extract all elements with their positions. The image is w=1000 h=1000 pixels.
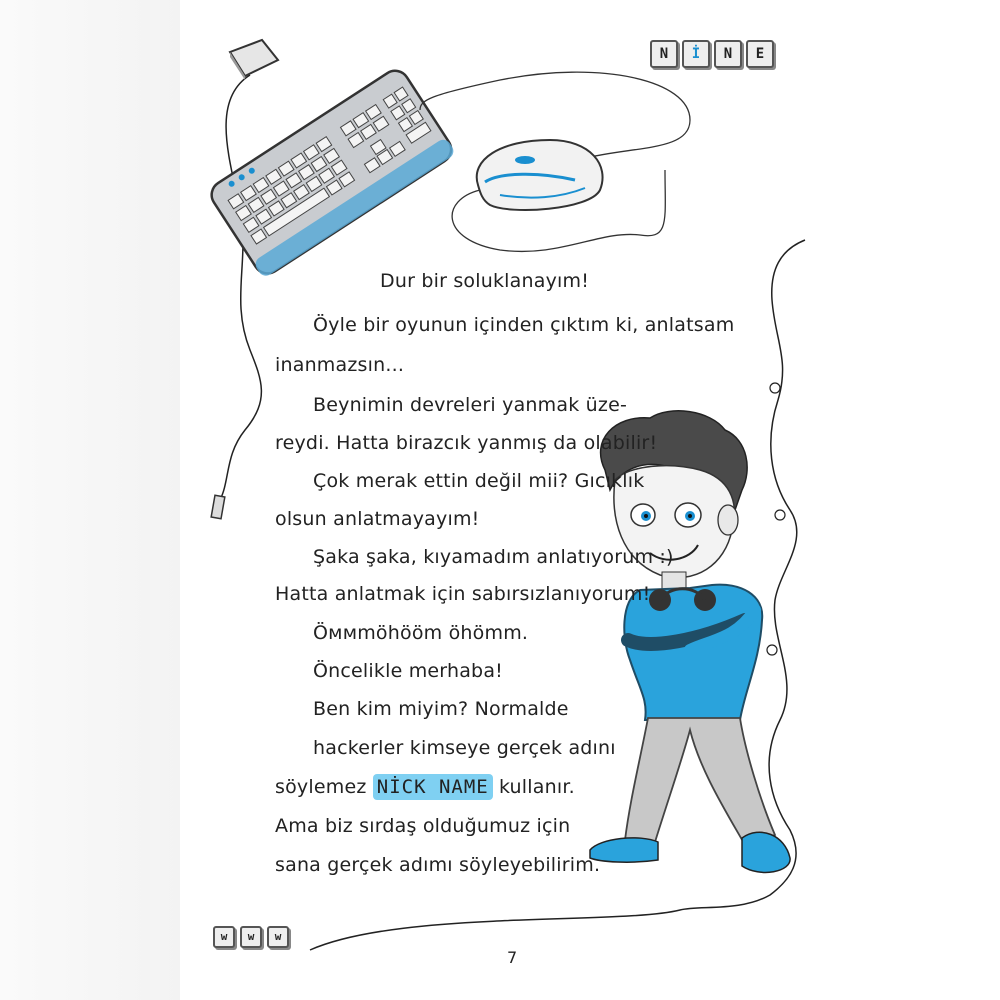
nick-name-highlight: NİCK NAME	[373, 774, 493, 800]
text-line: sana gerçek adımı söyleyebilirim.	[275, 854, 601, 876]
text-line: Hatta anlatmak için sabırsızlanıyorum!	[275, 583, 651, 605]
text-line: inanmazsın...	[275, 354, 405, 376]
text-line: Öммmöhööm öhömm.	[313, 622, 529, 644]
key-cable	[220, 75, 261, 500]
mouse-icon	[477, 140, 603, 210]
single-key-icon	[230, 40, 278, 80]
footer-keycap: w	[267, 926, 289, 948]
footer-keycap: w	[213, 926, 235, 948]
header-keycap: İ	[682, 40, 710, 68]
header-keycap: N	[650, 40, 678, 68]
text-line: hackerler kimseye gerçek adını	[313, 737, 616, 759]
header-keycap: N	[714, 40, 742, 68]
text-line: Öncelikle merhaba!	[313, 660, 503, 682]
text-line: reydi. Hatta birazcık yanmış da olabilir!	[275, 432, 658, 454]
cable-plug-icon	[211, 495, 225, 518]
header-keycap: E	[746, 40, 774, 68]
text-fragment: söylemez	[275, 776, 373, 798]
text-line: Çok merak ettin değil mii? Gıcıklık	[313, 470, 645, 492]
text-fragment: kullanır.	[492, 776, 575, 798]
text-line: Şaka şaka, kıyamadım anlatıyorum :)	[313, 546, 674, 568]
page-number: 7	[507, 948, 518, 967]
text-line: olsun anlatmayayım!	[275, 508, 480, 530]
text-line-highlight	[275, 776, 575, 798]
text-line: Dur bir soluklanayım!	[380, 270, 590, 292]
cable-curl-icon	[767, 383, 785, 655]
text-line: Ama biz sırdaş olduğumuz için	[275, 815, 571, 837]
footer-keycap: w	[240, 926, 262, 948]
text-line: Beynimin devreleri yanmak üze-	[313, 394, 628, 416]
keyboard-icon	[206, 65, 456, 278]
text-line: Öyle bir oyunun içinden çıktım ki, anlatsam	[313, 314, 735, 336]
text-line: Ben kim miyim? Normalde	[313, 698, 569, 720]
